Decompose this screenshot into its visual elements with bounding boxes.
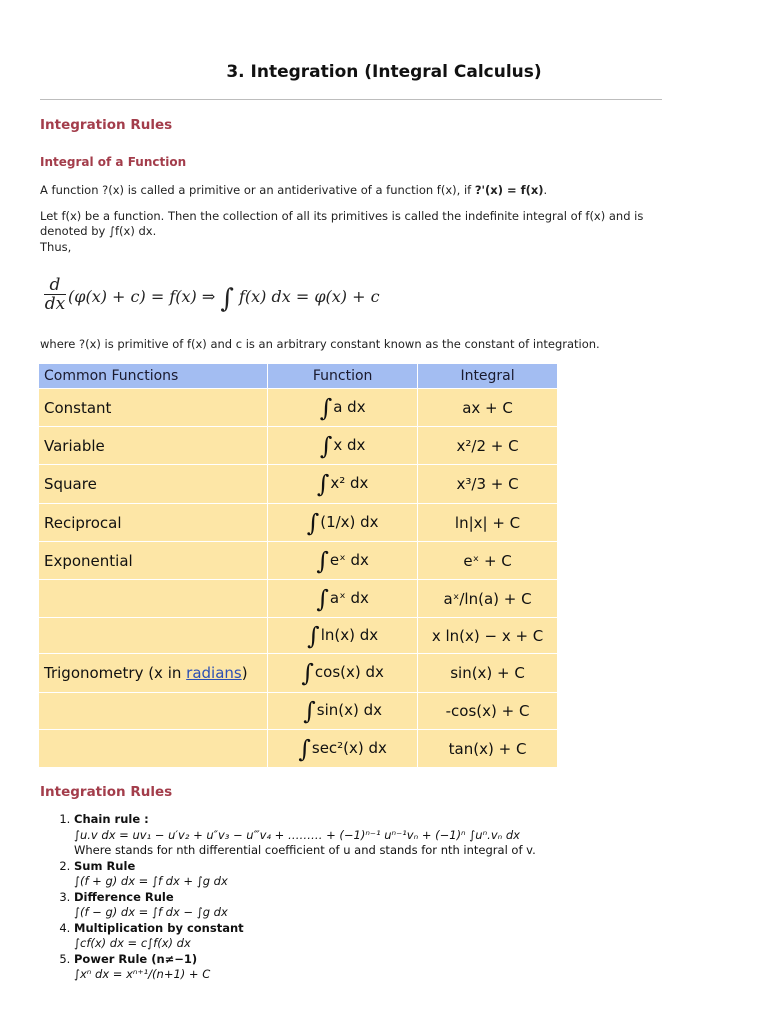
trig-label: Trigonometry (x in <box>44 664 187 682</box>
rule-name: Chain rule : <box>74 812 149 826</box>
list-item <box>74 890 714 921</box>
fraction-numerator: d <box>44 276 66 295</box>
integral-icon: ∫ <box>316 584 329 613</box>
antiderivative-formula <box>40 272 380 320</box>
column-header-integral: Integral <box>418 364 557 388</box>
integral-icon: ∫ <box>319 393 333 422</box>
column-header-common-functions: Common Functions <box>39 364 267 388</box>
definition-text: A function ?(x) is called a primitive or an antiderivative of a function f(x), if <box>40 183 475 197</box>
table-row <box>39 654 557 692</box>
row-integral: ln|x| + C <box>418 504 557 541</box>
row-name-trigonometry <box>39 654 267 692</box>
table-row <box>39 693 557 729</box>
constant-explanation: where ?(x) is primitive of f(x) and c is an arbitrary constant known as the constant of integration. <box>40 337 600 351</box>
row-name: Constant <box>39 389 267 426</box>
definition-period: . <box>543 183 548 197</box>
function-expr: cos(x) dx <box>314 663 384 681</box>
list-item <box>74 952 714 983</box>
function-expr: x dx <box>333 435 366 454</box>
rule-formula: ∫(f + g) dx = ∫f dx + ∫g dx <box>74 874 228 888</box>
table-header-row <box>39 364 557 388</box>
rule-name: Multiplication by constant <box>74 920 244 935</box>
formula-body <box>68 284 380 314</box>
table-row <box>39 730 557 767</box>
function-expr: x² dx <box>330 474 369 492</box>
row-function <box>268 389 417 426</box>
row-function <box>268 427 417 464</box>
rule-formula: ∫xⁿ dx = xⁿ⁺¹/(n+1) + C <box>74 967 211 981</box>
indefinite-integral-paragraph: Let f(x) be a function. Then the collection of all its primitives is called the indefinite integral of f(x) and is denoted by ∫f(x) dx. <box>40 209 644 238</box>
radians-link[interactable]: radians <box>186 664 242 682</box>
row-function <box>268 542 417 579</box>
integral-icon: ∫ <box>220 284 234 314</box>
integral-icon: ∫ <box>319 431 333 460</box>
section-heading-integration-rules-2: Integration Rules <box>40 784 173 800</box>
table-row <box>39 389 557 426</box>
fraction-denominator: dx <box>44 294 66 314</box>
function-expr: a dx <box>333 397 366 416</box>
integration-rules-list <box>48 812 714 983</box>
table-row <box>39 580 557 617</box>
common-functions-table <box>38 363 558 768</box>
row-name: Square <box>39 465 267 503</box>
row-name: Exponential <box>39 542 267 579</box>
integral-icon: ∫ <box>316 546 329 575</box>
row-integral: tan(x) + C <box>418 730 557 767</box>
integral-icon: ∫ <box>303 697 316 725</box>
function-expr: (1/x) dx <box>320 512 379 531</box>
row-integral: eˣ + C <box>418 542 557 579</box>
table-row <box>39 618 557 653</box>
divider <box>40 99 662 100</box>
row-function <box>268 693 417 729</box>
list-item <box>74 812 714 859</box>
rule-name: Sum Rule <box>74 858 136 873</box>
trig-label-end: ) <box>241 664 248 682</box>
function-expr: eˣ dx <box>329 550 369 569</box>
definition-paragraph <box>40 183 665 198</box>
row-integral: x³/3 + C <box>418 465 557 503</box>
row-name <box>39 693 267 729</box>
row-integral: sin(x) + C <box>418 654 557 692</box>
row-function <box>268 465 417 503</box>
rule-formula: ∫cf(x) dx = c∫f(x) dx <box>74 936 191 950</box>
column-header-function: Function <box>268 364 417 388</box>
integral-icon: ∫ <box>307 621 320 650</box>
rule-name: Difference Rule <box>74 889 174 904</box>
integral-icon: ∫ <box>301 659 314 687</box>
function-expr: sec²(x) dx <box>311 738 387 757</box>
integral-icon: ∫ <box>316 470 330 498</box>
row-integral: -cos(x) + C <box>418 693 557 729</box>
row-integral: x²/2 + C <box>418 427 557 464</box>
table-row <box>39 465 557 503</box>
rule-name: Power Rule (n≠−1) <box>74 951 198 966</box>
row-name <box>39 580 267 617</box>
function-expr: sin(x) dx <box>316 701 383 719</box>
row-function <box>268 654 417 692</box>
list-item <box>74 921 714 952</box>
derivative-fraction <box>44 276 66 313</box>
rule-formula: ∫(f − g) dx = ∫f dx − ∫g dx <box>74 905 228 919</box>
row-name <box>39 618 267 653</box>
row-function <box>268 504 417 541</box>
row-integral: ax + C <box>418 389 557 426</box>
subheading-integral-of-function: Integral of a Function <box>40 155 187 169</box>
row-integral: aˣ/ln(a) + C <box>418 580 557 617</box>
integral-icon: ∫ <box>298 734 311 763</box>
page-title: 3. Integration (Integral Calculus) <box>226 62 542 82</box>
row-function <box>268 580 417 617</box>
definition-formula: ?'(x) = f(x) <box>474 183 544 197</box>
thus-text: Thus, <box>40 240 72 254</box>
section-heading-integration-rules: Integration Rules <box>40 117 173 133</box>
row-name: Variable <box>39 427 267 464</box>
row-name <box>39 730 267 767</box>
function-expr: aˣ dx <box>329 588 369 607</box>
formula-right: f(x) dx = φ(x) + c <box>233 287 380 306</box>
rule-description: Where stands for nth differential coefficient of u and stands for nth integral of v. <box>74 843 536 857</box>
rule-formula: ∫u.v dx = uv₁ − u′v₂ + u″v₃ − u‴v₄ + ……… + (−1)ⁿ⁻¹ uⁿ⁻¹vₙ + (−1)ⁿ ∫uⁿ.vₙ dx <box>74 827 520 842</box>
row-integral: x ln(x) − x + C <box>418 618 557 653</box>
row-function <box>268 618 417 653</box>
row-function <box>268 730 417 767</box>
list-item <box>74 859 714 890</box>
function-expr: ln(x) dx <box>320 625 379 644</box>
table-row <box>39 427 557 464</box>
formula-left: (φ(x) + c) = f(x) ⇒ <box>68 287 221 306</box>
integral-icon: ∫ <box>306 508 320 537</box>
table-row <box>39 504 557 541</box>
row-name: Reciprocal <box>39 504 267 541</box>
table-row <box>39 542 557 579</box>
